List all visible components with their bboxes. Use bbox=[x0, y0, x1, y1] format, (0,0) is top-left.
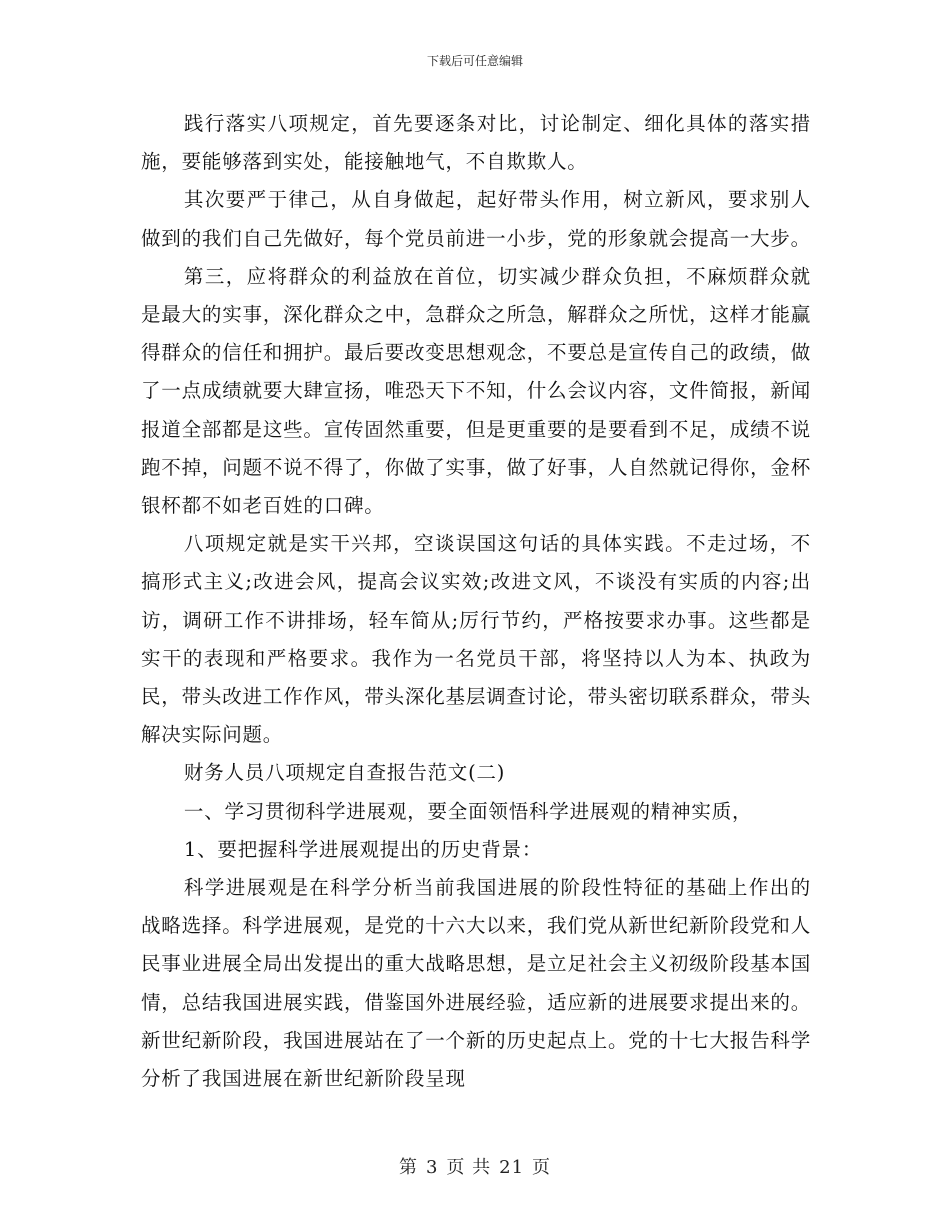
document-body bbox=[141, 105, 811, 1098]
footer-middle: 页 共 bbox=[446, 1157, 492, 1178]
page-footer bbox=[0, 1153, 950, 1179]
paragraph-8: 科学进展观是在科学分析当前我国进展的阶段性特征的基础上作出的战略选择。科学进展观，是党的十六大以来，我们党从新世纪新阶段党和人民事业进展全局出发提出的重大战略思想，是立足社会主义初级阶段基本国情，总结我国进展实践，借鉴国外进展经验，适应新的进展要求提出来的。新世纪新阶段，我国进展站在了一个新的历史起点上。党的十七大报告科学分析了我国进展在新世纪新阶段呈现 bbox=[141, 876, 811, 1091]
footer-prefix: 第 bbox=[398, 1157, 418, 1178]
paragraph-2: 其次要严于律己，从自身做起，起好带头作用，树立新风，要求别人做到的我们自己先做好，每个党员前进一小步，党的形象就会提高一大步。 bbox=[141, 188, 811, 250]
footer-suffix: 页 bbox=[532, 1157, 552, 1178]
paragraph-4: 八项规定就是实干兴邦，空谈误国这句话的具体实践。不走过场，不搞形式主义;改进会风，提高会议实效;改进文风，不谈没有实质的内容;出访，调研工作不讲排场，轻车简从;厉行节约，严格按要求办事。这些都是实干的表现和严格要求。我作为一名党员干部，将坚持以人为本、执政为民，带头改进工作作风，带头深化基层调查讨论，带头密切联系群众，带头解决实际问题。 bbox=[141, 532, 811, 747]
footer-page-number: 3 bbox=[425, 1157, 439, 1178]
paragraph-7: 1、要把握科学进展观提出的历史背景： bbox=[183, 837, 543, 861]
section-title: 财务人员八项规定自查报告范文(二) bbox=[183, 761, 506, 785]
page-header-note: 下载后可任意编辑 bbox=[426, 54, 523, 68]
footer-total-pages: 21 bbox=[499, 1157, 525, 1178]
paragraph-6: 一、学习贯彻科学进展观，要全面领悟科学进展观的精神实质， bbox=[183, 799, 753, 823]
paragraph-1: 践行落实八项规定，首先要逐条对比，讨论制定、细化具体的落实措施，要能够落到实处，能接触地气，不自欺欺人。 bbox=[141, 112, 811, 174]
paragraph-3: 第三，应将群众的利益放在首位，切实减少群众负担，不麻烦群众就是最大的实事，深化群众之中，急群众之所急，解群众之所忧，这样才能赢得群众的信任和拥护。最后要改变思想观念，不要总是宣传自己的政绩，做了一点成绩就要大肆宣扬，唯恐天下不知，什么会议内容，文件简报，新闻报道全部都是这些。宣传固然重要，但是更重要的是要看到不足，成绩不说跑不掉，问题不说不得了，你做了实事，做了好事，人自然就记得你，金杯银杯都不如老百姓的口碑。 bbox=[141, 264, 811, 518]
